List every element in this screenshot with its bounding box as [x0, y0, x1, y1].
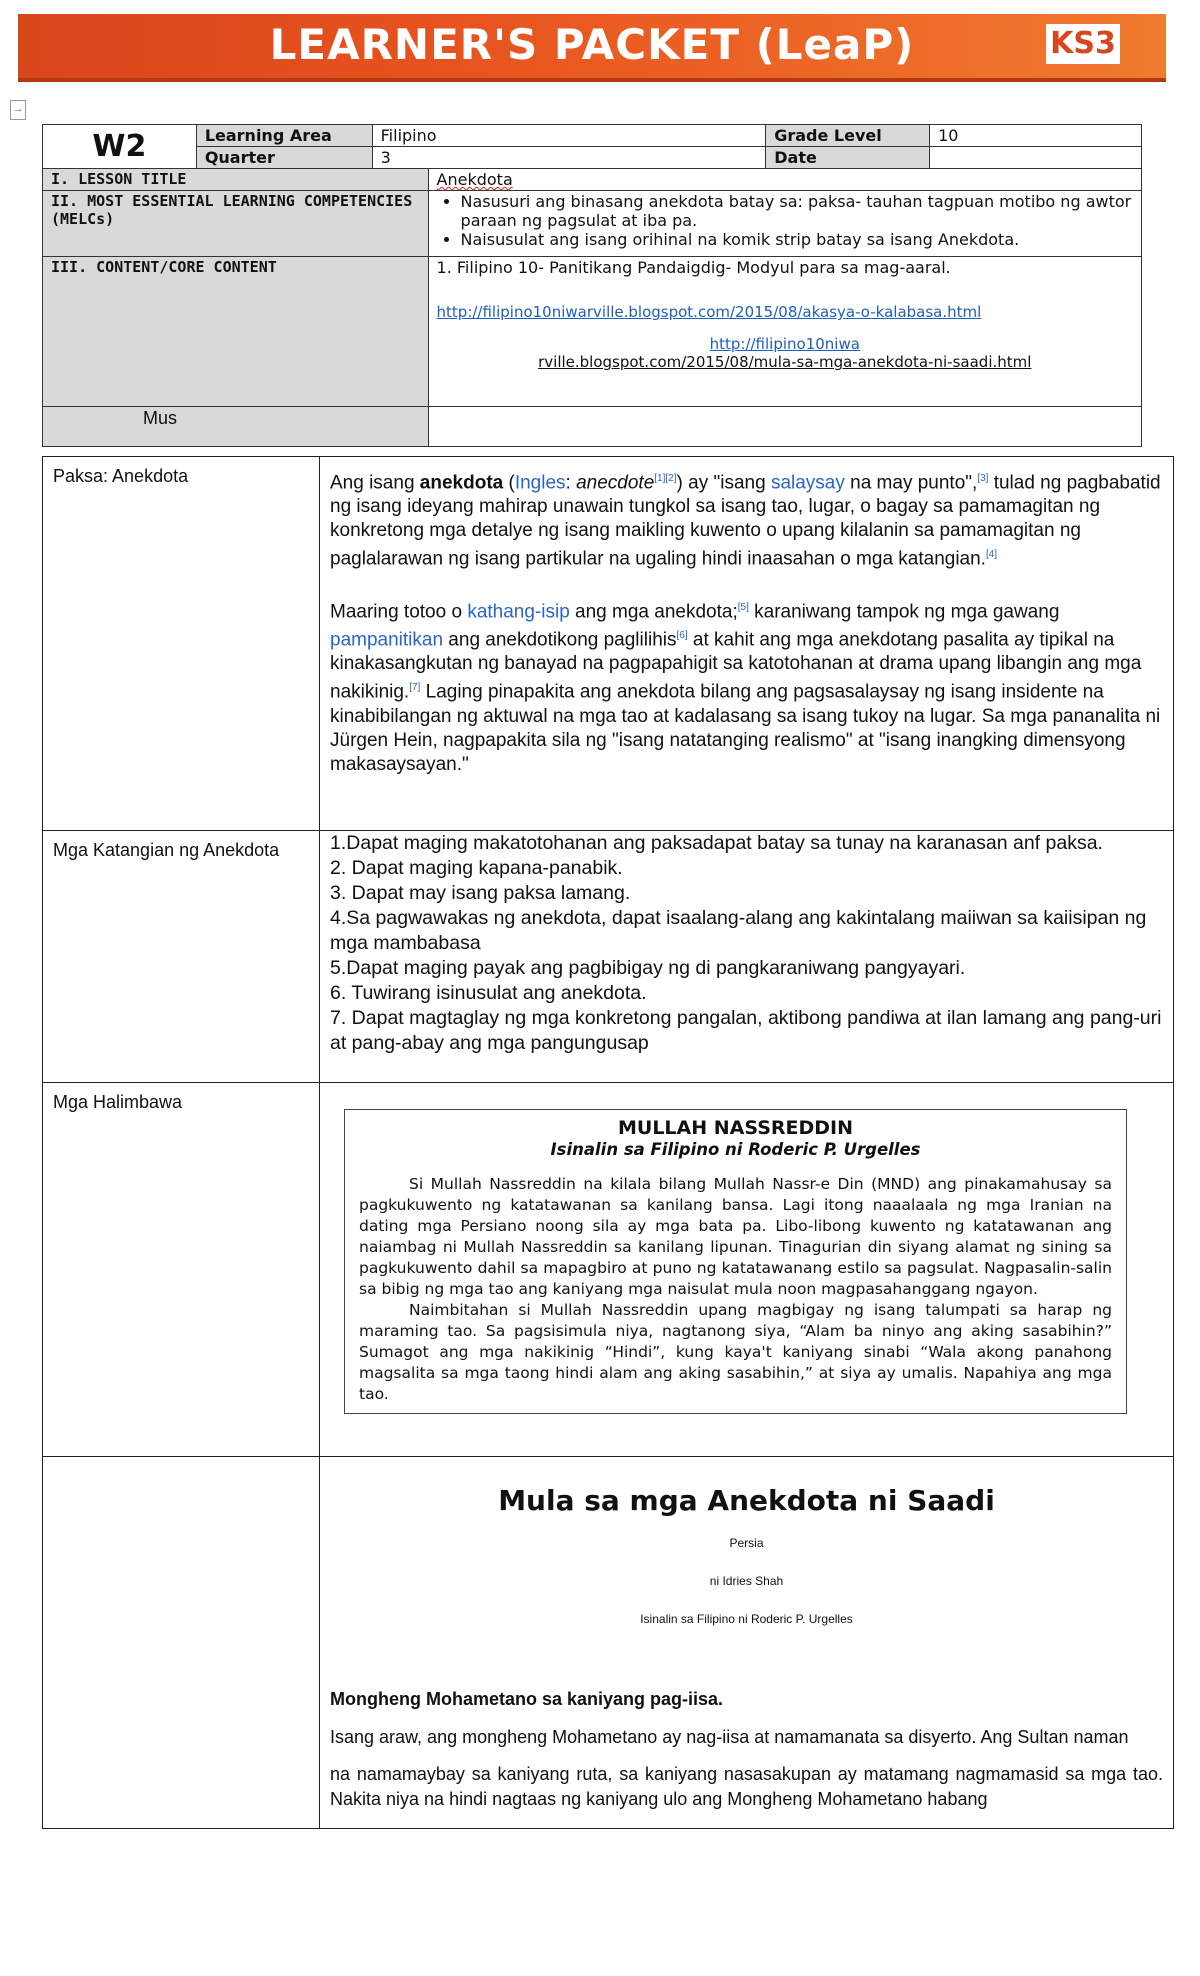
date-value — [930, 147, 1142, 169]
saadi-paragraph: Isang araw, ang mongheng Mohametano ay nag-iisa at namamanata sa disyerto. Ang Sultan naman — [330, 1727, 1129, 1747]
katangian-item: 7. Dapat magtaglay ng mga konkretong pangalan, aktibong pandiwa at ilan lamang ang pang-uri at pang-abay ang mga pangungusap — [330, 1007, 1162, 1054]
ingles-link[interactable]: Ingles — [514, 472, 566, 494]
lesson-title-value — [428, 169, 1141, 191]
empty-label — [43, 1457, 320, 1829]
row4-label: Mus — [43, 407, 429, 447]
katangian-body — [320, 831, 1174, 1083]
saadi-author: ni Idries Shah — [709, 1574, 784, 1588]
mullah-excerpt — [344, 1109, 1127, 1414]
melc-label: II. MOST ESSENTIAL LEARNING COMPETENCIES (MELCs) — [43, 191, 429, 257]
saadi-title: Mula sa mga Anekdota ni Saadi — [498, 1484, 995, 1517]
quarter-value: 3 — [372, 147, 766, 169]
date-label: Date — [766, 147, 930, 169]
halimbawa-label: Mga Halimbawa — [43, 1083, 320, 1457]
saadi-link-part2[interactable]: rville.blogspot.com/2015/08/mula-sa-mga-anekdota-ni-saadi.html — [538, 353, 1032, 371]
learning-area-label: Learning Area — [196, 125, 372, 147]
mullah-paragraph: Naimbitahan si Mullah Nassreddin upang magbigay ng isang talumpati sa harap ng maraming tao. Sa pagsisimula niya, nagtanong siya, “Alam ba ninyo ang aking sasabihin?” Sumagot ang mga nakikinig “Hindi”, kung kaya't kaniyang sinabi “Wala akong panahong magsalita sa mga taong hindi alam ang aking sasabihin,” at siya ay umalis. Napahiya ang mga tao. — [359, 1301, 1112, 1403]
week-label: W2 — [43, 125, 197, 169]
melc-item: • Nasusuri ang binasang anekdota batay sa: paksa- tauhan tagpuan motibo ng awtor paraan ng pagsulat at iba pa. — [461, 192, 1133, 230]
mullah-subtitle: Isinalin sa Filipino ni Roderic P. Urgelles — [550, 1140, 921, 1159]
packet-banner — [18, 14, 1166, 82]
row4-value — [428, 407, 1141, 447]
melc-list — [437, 192, 1133, 249]
katangian-item: 2. Dapat maging kapana-panabik. — [330, 857, 623, 879]
grade-level-value: 10 — [930, 125, 1142, 147]
lesson-title-text: Anekdota — [436, 170, 513, 189]
katangian-label: Mga Katangian ng Anekdota — [43, 831, 320, 1083]
saadi-link-part1[interactable]: http://filipino10niwa — [709, 335, 860, 353]
content-value — [428, 257, 1141, 407]
quarter-label: Quarter — [196, 147, 372, 169]
katangian-item: 1.Dapat maging makatotohanan ang paksadapat batay sa tunay na karanasan anf paksa. — [330, 832, 1103, 854]
banner-title: LEARNER'S PACKET (LeaP) — [269, 20, 915, 69]
mullah-paragraph: Si Mullah Nassreddin na kilala bilang Mullah Nassr-e Din (MND) ang pinakamahusay sa pagkukuwento ng katatawanan sa kanilang bansa. Lagi itong naaalaala ng mga Iranian na dating mga Persiano noong sila ay mga bata pa. Libo-libong kuwento ng katatawanan ang naiambag ni Mullah Nassreddin sa kanilang lipunan. Tinagurian din siyang alamat ng sining sa pagkukuwento dahil sa mapagbiro at puno ng katatawanang estilo sa pagsulat. Nagpasalin-salin sa bibig ng mga tao ang kaniyang mga naisulat mula noon magpasahanggang ngayon. — [359, 1175, 1112, 1298]
paksa-paragraph-2: Maaring totoo o kathang-isip ang mga anekdota;[5] karaniwang tampok ng mga gawang pampanitikan ang anekdotikong paglilihis[6] at kahit ang mga anekdotang pasalita ay tipikal na kinakasangkutan ng banayad na pagpapahigit sa katotohanan at drama upang libangin ang mga nakikinig.[7] Laging pinapakita ang anekdota bilang ang pagsasalaysay ng isang insidente na kinabibilangan ng aktuwal na mga tao at kadalasang sa isang tukoy na lugar. Sa mga pananalita ni Jürgen Hein, nagpapakita sila ng "isang natatanging realismo" at "isang inangking dimensyong makasaysayan." — [330, 600, 1161, 775]
arrow-icon: → — [10, 100, 26, 120]
paksa-body — [320, 457, 1174, 831]
lesson-body-table — [42, 456, 1174, 1829]
saadi-paragraph: na namamaybay sa kaniyang ruta, sa kaniyang nasasakupan ay matamang nagmamasid sa mga tao. Nakita niya na hindi nagtaas ng kaniyang ulo ang Mongheng Mohametano habang — [330, 1764, 1163, 1809]
content-label: III. CONTENT/CORE CONTENT — [43, 257, 429, 407]
saadi-translator: Isinalin sa Filipino ni Roderic P. Urgelles — [640, 1612, 853, 1626]
learning-area-value: Filipino — [372, 125, 766, 147]
katangian-item: 4.Sa pagwawakas ng anekdota, dapat isaalang-alang ang kakintalang maiiwan sa kaiisipan ng mga mambabasa — [330, 907, 1147, 954]
grade-level-label: Grade Level — [766, 125, 930, 147]
katangian-item: 6. Tuwirang isinusulat ang anekdota. — [330, 982, 647, 1004]
melc-item: • Naisusulat ang isang orihinal na komik strip batay sa isang Anekdota. — [461, 230, 1133, 249]
melc-value — [428, 191, 1141, 257]
saadi-body — [320, 1457, 1174, 1829]
ks3-badge: KS3 — [1046, 24, 1120, 64]
lesson-header-table — [42, 124, 1142, 447]
katangian-item: 3. Dapat may isang paksa lamang. — [330, 882, 631, 904]
paksa-paragraph-1: Ang isang anekdota (Ingles: anecdote[1][2]) ay "isang salaysay na may punto",[3] tulad ng pagbabatid ng isang ideyang mahirap unawain tungkol sa isang tao, lugar, o bagay sa pamamagitan ng konkretong mga detalye ng isang maikling kuwento o upang kilalanin sa pamamagitan ng paglalarawan ng isang partikular na ugaling hindi inaasahan o mga katangian.[4] — [330, 472, 1161, 570]
saadi-heading: Mongheng Mohametano sa kaniyang pag-iisa. — [330, 1689, 724, 1709]
lesson-title-label: I. LESSON TITLE — [43, 169, 429, 191]
kathang-isip-link[interactable]: kathang-isip — [467, 600, 570, 622]
akasya-link[interactable]: http://filipino10niwarville.blogspot.com/2015/08/akasya-o-kalabasa.html — [436, 303, 982, 321]
pampanitikan-link[interactable]: pampanitikan — [330, 629, 444, 651]
content-item: 1. Filipino 10- Panitikang Pandaigdig- Modyul para sa mag-aaral. — [436, 258, 951, 277]
mullah-title: MULLAH NASSREDDIN — [617, 1117, 853, 1139]
katangian-item: 5.Dapat maging payak ang pagbibigay ng di pangkaraniwang pangyayari. — [330, 957, 966, 979]
paksa-label: Paksa: Anekdota — [43, 457, 320, 831]
salaysay-link[interactable]: salaysay — [770, 472, 845, 494]
saadi-origin: Persia — [729, 1536, 764, 1550]
halimbawa-body — [320, 1083, 1174, 1457]
